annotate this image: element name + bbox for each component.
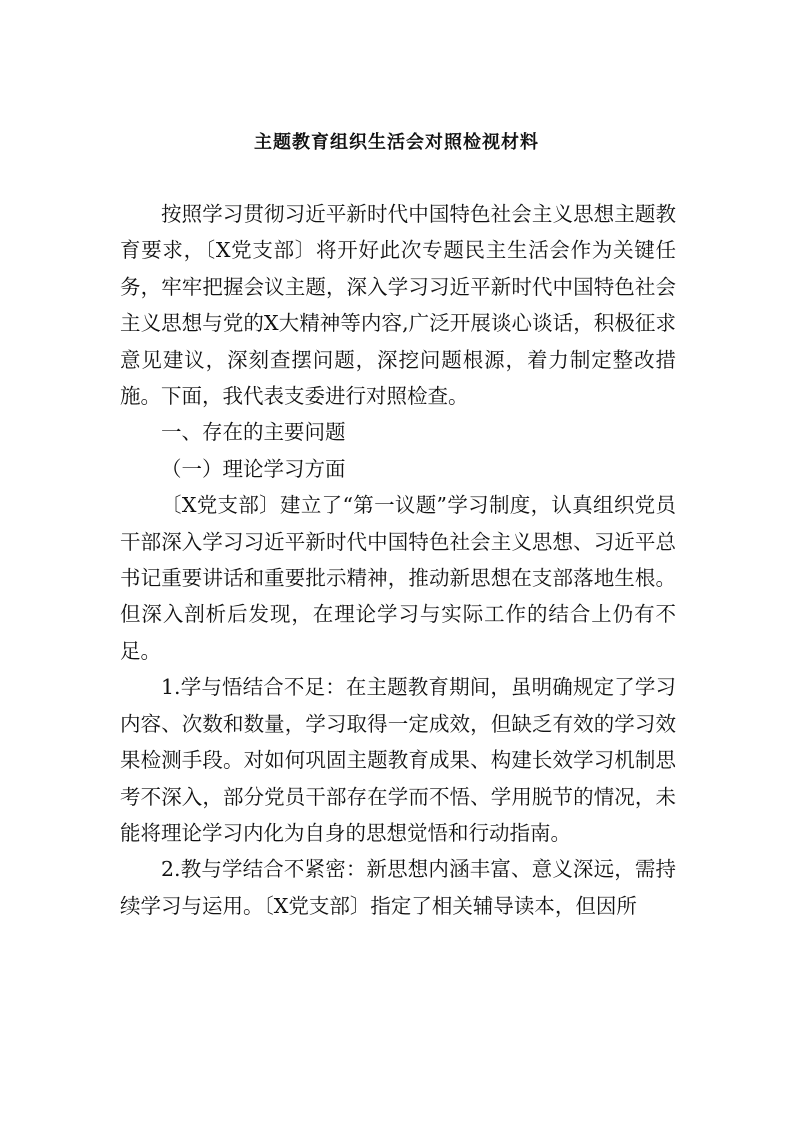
- point-1-paragraph: 1.学与悟结合不足：在主题教育期间，虽明确规定了学习内容、次数和数量，学习取得一定成效，但缺乏有效的学习效果检测手段。对如何巩固主题教育成果、构建长效学习机制思考不深入，部分党员干部存在学而不悟、学用脱节的情况，未能将理论学习内化为自身的思想觉悟和行动指南。: [120, 675, 676, 845]
- document-title: 主题教育组织生活会对照检视材料: [254, 132, 539, 153]
- theory-study-paragraph: 〔X党支部〕建立了“第一议题”学习制度，认真组织党员干部深入学习习近平新时代中国特色社会主义思想、习近平总书记重要讲话和重要批示精神，推动新思想在支部落地生根。但深入剖析后发现，在理论学习与实际工作的结合上仍有不足。: [120, 493, 676, 663]
- document-body: [120, 196, 676, 924]
- intro-paragraph: 按照学习贯彻习近平新时代中国特色社会主义思想主题教育要求，〔X党支部〕将开好此次专题民主生活会作为关键任务，牢牢把握会议主题，深入学习习近平新时代中国特色社会主义思想与党的X大精神等内容,广泛开展谈心谈话，积极征求意见建议，深刻查摆问题，深挖问题根源，着力制定整改措施。下面，我代表支委进行对照检查。: [120, 202, 676, 409]
- subsection-heading-theory-study: （一）理论学习方面: [161, 456, 346, 481]
- section-heading-main-problems: 一、存在的主要问题: [161, 420, 346, 445]
- point-2-paragraph: 2.教与学结合不紧密：新思想内涵丰富、意义深远，需持续学习与运用。〔X党支部〕指定了相关辅导读本，但因所: [120, 857, 676, 918]
